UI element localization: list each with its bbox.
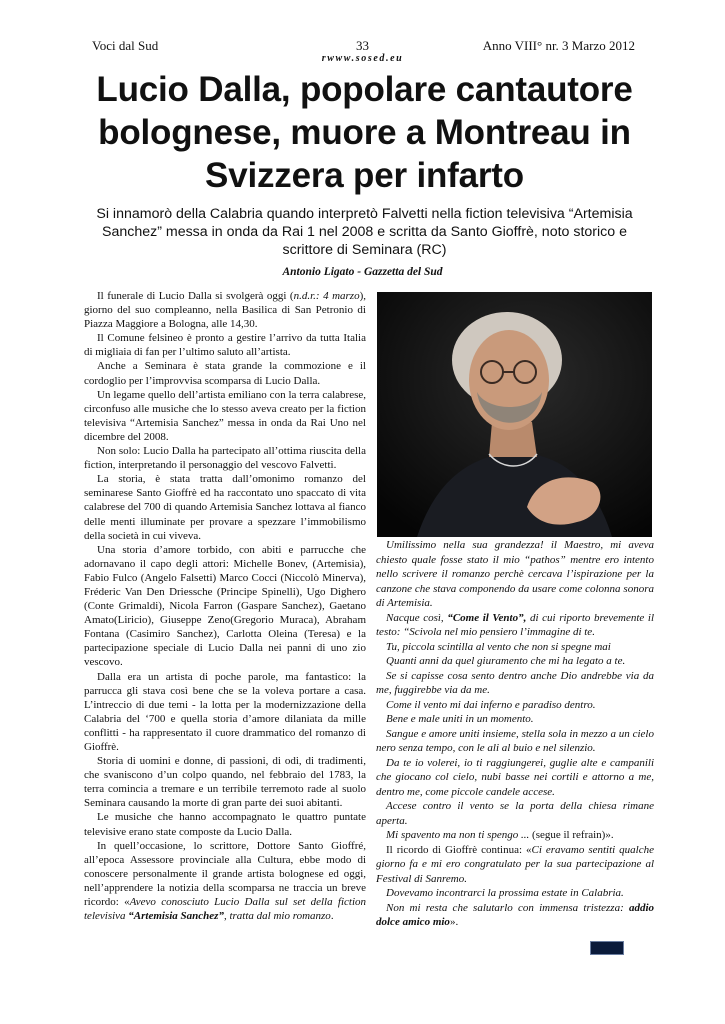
photo-caption: Umilissimo nella sua grandezza! il Maestro, mi aveva chiesto quale fosse stato il mio “pathos” mentre ero intento nello scrivere il romanzo perchè cercava l’ispirazione per la canzone che stava componendo da usare come colonna sonora di Artemisia.	[376, 539, 654, 609]
lyric-line: Accese contro il vento se la porta della chiesa rimane aperta.	[376, 800, 654, 827]
lyric-line: Mi spavento ma non ti spengo ... (segue il refrain)».	[386, 829, 614, 841]
paragraph: Dalla era un artista di poche parole, ma fantastico: la parrucca gli stava così bene che se la voleva portare a casa. L’intreccio di due temi - la lotta per la modernizzazione della Calabria del ‘700 e quella storia d’amore dilaniata da mille conflitti - ha rappresentato il cuore drammatico del romanzo di Gioffrè.	[84, 670, 366, 753]
lyric-line: Quanti anni da quel giuramento che mi ha legato a te.	[386, 655, 626, 667]
lyric-line: Sangue e amore uniti insieme, stella sola in mezzo a un cielo nero senza tempo, con le ali al buio e nel silenzio.	[376, 727, 654, 754]
article-byline: Antonio Ligato - Gazzetta del Sud	[282, 266, 443, 278]
left-column	[84, 289, 366, 923]
lyric-line: Come il vento mi dai inferno e paradiso dentro.	[386, 698, 596, 711]
paragraph: In quell’occasione, lo scrittore, Dottore Santo Gioffré, all’epoca Assessore provinciale alla Cultura, ebbe modo di conoscere personalmente il grande artista bolognese ed oggi, nell’apprendere la notizia della scomparsa ne traccia un breve ricordo: «Avevo conosciuto Lucio Dalla sul set della fiction televisiva “Artemisia Sanchez”, tratta dal mio romanzo.	[84, 839, 367, 923]
article-subtitle: Si innamorò della Calabria quando interpretò Falvetti nella fiction televisiva “Artemisia Sanchez” messa in onda da Rai 1 nel 2008 e scritta da Santo Gioffrè, noto storico e scrittore di Seminara (RC)	[96, 206, 633, 258]
paragraph: Non mi resta che salutarlo con immensa tristezza: addio dolce amico mio».	[376, 901, 654, 928]
paragraph: Il Comune felsineo è pronto a gestire l’arrivo da tutta Italia di migliaia di fan per l’ultimo saluto all’artista.	[84, 332, 366, 359]
lyric-line: Tu, piccola scintilla al vento che non si spegne mai	[386, 640, 611, 653]
paragraph: Storia di uomini e donne, di passioni, di odi, di tradimenti, che svaniscono d’un colpo quando, nel febbraio del 1783, la terra comincia a tremare e un terribile terremoto rade al suolo Seminara causando la morte di gran parte dei suoi abitanti.	[84, 755, 366, 810]
paragraph: Non solo: Lucio Dalla ha partecipato all’ottima riuscita della fiction, interpretando il personaggio del vescovo Falvetti.	[84, 445, 366, 472]
paragraph: Anche a Seminara è stata grande la commozione e il cordoglio per l’improvvisa scomparsa di Lucio Dalla.	[84, 360, 366, 387]
paragraph: Nacque così, “Come il Vento”, di cui riporto brevemente il testo: “Scivola nel mio pensiero l’immagine di te.	[376, 611, 654, 638]
paragraph: Il funerale di Lucio Dalla si svolgerà oggi (n.d.r.: 4 marzo), giorno del suo compleanno, nella Basilica di San Petronio di Piazza Maggiore a Bologna, alle 14,30.	[84, 290, 366, 331]
lyric-line: Da te io volerei, io ti raggiungerei, guglie alte e campanili che giocano col cielo, nubi basse nei cortili e attorno a me, dentro me, come piccole candele accese.	[376, 756, 654, 798]
lyric-line: Bene e male uniti in un momento.	[386, 713, 534, 725]
end-of-article-mark	[590, 941, 624, 955]
lyric-line: Se si capisse cosa sento dentro anche Dio andrebbe via da me, fuggirebbe via da me.	[376, 669, 654, 696]
website-link[interactable]: rwww.sosed.eu	[321, 53, 404, 64]
portrait-photo	[377, 292, 652, 537]
paragraph: Un legame quello dell’artista emiliano con la terra calabrese, circonfuso alle musiche che lo stesso aveva creato per la fiction televisiva “Artemisia Sanchez” messa in onda da Rai Uno nel dicembre del 2008.	[84, 388, 366, 443]
paragraph: Dovevamo incontrarci la prossima estate in Calabria.	[386, 887, 624, 899]
paragraph: La storia, è stata tratta dall’omonimo romanzo del seminarese Santo Gioffrè ed ha raccontato uno spaccato di vita calabrese del 700 di quando Artemisia Sanchez lottava al fianco delle menti illuminate per provare a spezzare l’immobilismo della società in cui viveva.	[84, 473, 366, 542]
paragraph: Una storia d’amore torbido, con abiti e parrucche che adornavano il capo degli attori: Michelle Bonev, (Artemisia), Fabio Fulco (Angelo Falsetti) Marco Cocci (Niccolò Minerva), Fréderic Van Den Driessche (Principe Spinelli), Ugo Dighero (Conte Grimaldi), Nicola Farron (Gaspare Sanchez), Gaetano Amato(Liricio), Giuseppe Zeno(Gregorio Muraca), Abraham Fontana (Casimiro Sanchez), Carlotta Oleina (Teresa) e la partecipazione speciale di Lucio Dalla nei panni di uno zio vescovo.	[84, 543, 366, 669]
publication-name: Voci dal Sud	[92, 38, 159, 53]
issue-info: Anno VIII° nr. 3 Marzo 2012	[482, 38, 635, 53]
paragraph: Le musiche che hanno accompagnato le quattro puntate televisive erano state composte da Lucio Dalla.	[84, 811, 366, 838]
page-number: 33	[356, 38, 369, 53]
right-column	[376, 538, 654, 930]
portrait-illustration	[377, 292, 652, 537]
paragraph: Il ricordo di Gioffrè continua: «Ci eravamo sentiti qualche giorno fa e mi ero congratulato per la sua partecipazione al Festival di Sanremo.	[376, 843, 654, 885]
article-title: Lucio Dalla, popolare cantautore bolognese, muore a Montreau in Svizzera per infarto	[96, 70, 633, 195]
